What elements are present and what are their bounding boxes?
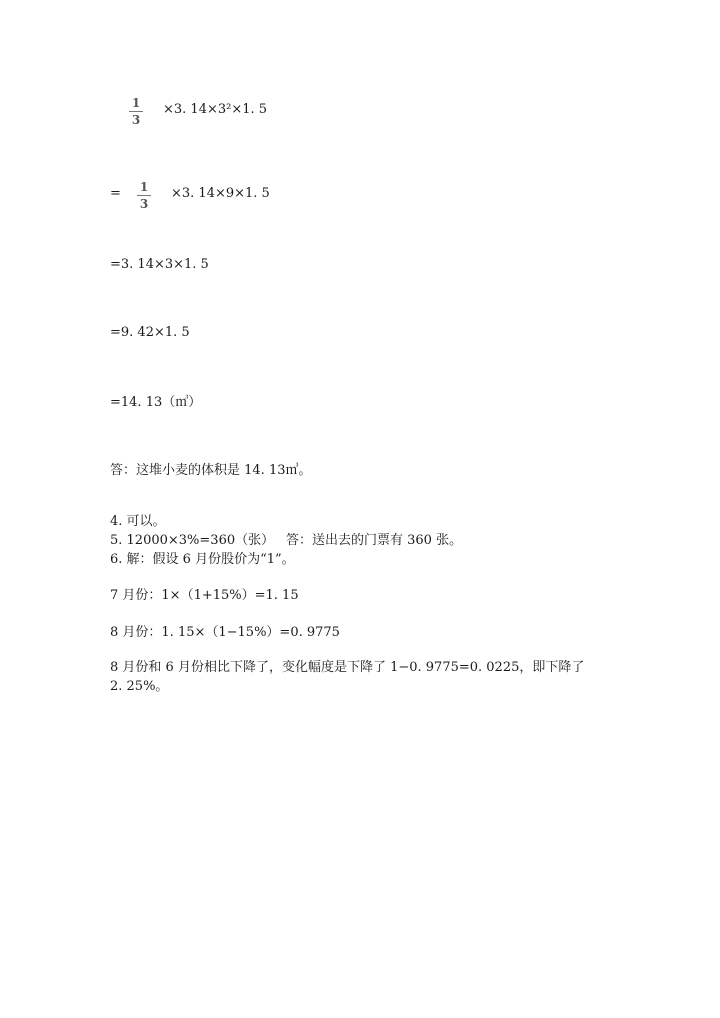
fraction-denominator: 3 — [139, 197, 149, 211]
calc-line-2-equals: = — [110, 186, 121, 201]
july-price: 7 月份：1×（1+15%）=1. 15 — [110, 588, 299, 603]
fraction-denominator: 3 — [131, 113, 141, 127]
answer-5-calc: 5. 12000×3%=360（张） — [110, 533, 275, 548]
august-price: 8 月份：1. 15×（1−15%）=0. 9775 — [110, 625, 340, 640]
fraction-bar — [129, 111, 143, 112]
conclusion-line-1: 8 月份和 6 月份相比下降了，变化幅度是下降了 1−0. 9775=0. 0225，即下降了 — [110, 660, 585, 675]
calc-line-5: =14. 13（㎥） — [110, 395, 202, 410]
calc-line-2: ×3. 14×9×1. 5 — [171, 186, 270, 201]
answer-volume: 答：这堆小麦的体积是 14. 13㎥。 — [110, 463, 312, 478]
answer-5-text: 答：送出去的门票有 360 张。 — [286, 533, 463, 548]
answer-6-intro: 6. 解：假设 6 月份股价为“1”。 — [110, 552, 295, 567]
calc-line-4: =9. 42×1. 5 — [110, 325, 190, 340]
fraction-numerator: 1 — [139, 180, 149, 194]
fraction-bar — [137, 195, 151, 196]
fraction-one-third — [137, 181, 151, 211]
fraction-numerator: 1 — [131, 96, 141, 110]
calc-line-1: ×3. 14×3²×1. 5 — [163, 102, 268, 117]
fraction-one-third — [129, 97, 143, 127]
answer-4: 4. 可以。 — [110, 514, 166, 529]
calc-line-3: =3. 14×3×1. 5 — [110, 257, 209, 272]
conclusion-line-2: 2. 25%。 — [110, 679, 169, 694]
